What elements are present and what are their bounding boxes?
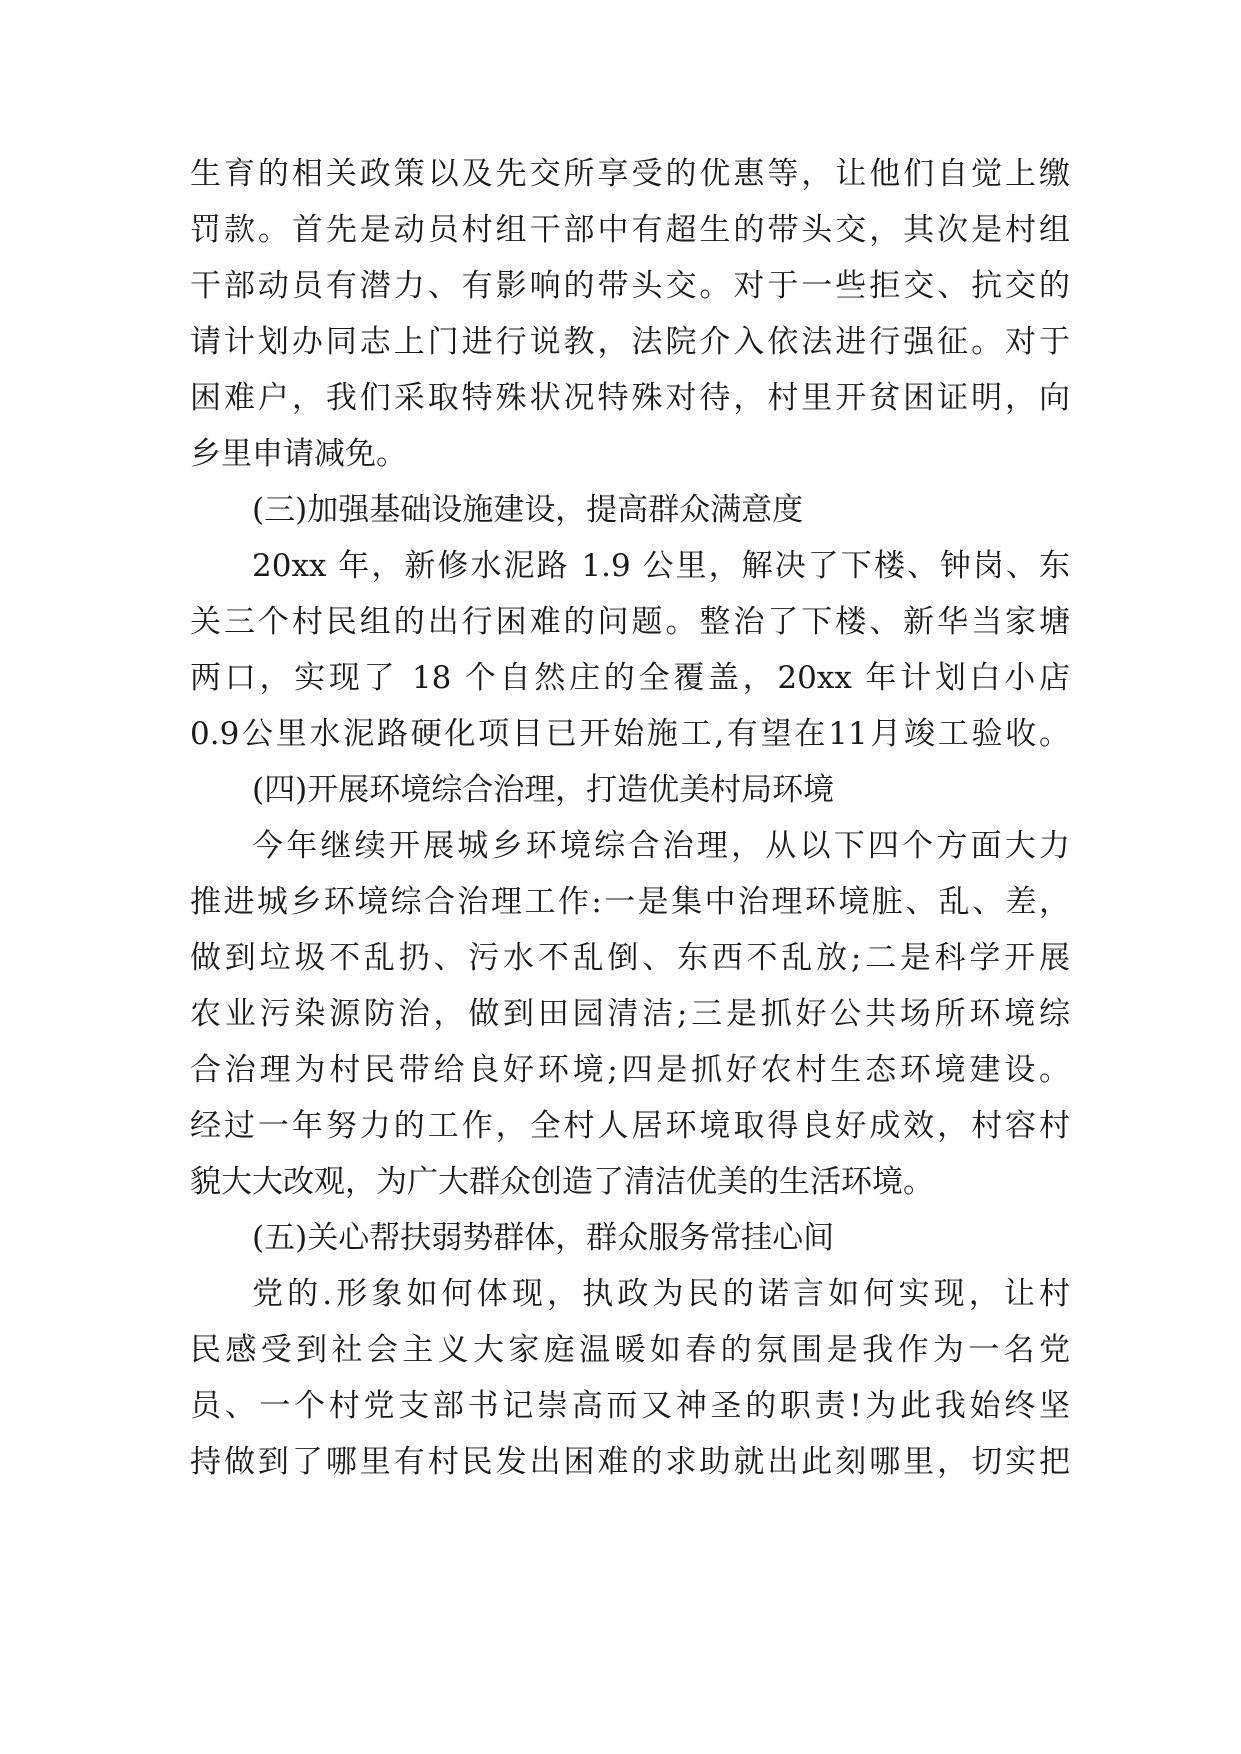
text-line: 困难户，我们采取特殊状况特殊对待，村里开贫困证明，向 (190, 380, 1070, 416)
text-line: 貌大大改观，为广大群众创造了清洁优美的生活环境。 (190, 1164, 934, 1200)
text-line: 请计划办同志上门进行说教，法院介入依法进行强征。对于 (190, 324, 1070, 360)
text-line: 乡里申请减免。 (190, 436, 407, 472)
text-line: 民感受到社会主义大家庭温暖如春的氛围是我作为一名党 (190, 1332, 1070, 1368)
text-line: 推进城乡环境综合治理工作:一是集中治理环境脏、乱、差， (190, 884, 1070, 920)
text-line: 罚款。首先是动员村组干部中有超生的带头交，其次是村组 (190, 212, 1070, 248)
text-line: 干部动员有潜力、有影响的带头交。对于一些拒交、抗交的 (190, 268, 1070, 304)
text-line: 党的.形象如何体现，执政为民的诺言如何实现，让村 (252, 1276, 1070, 1312)
section-heading-4: (四)开展环境综合治理，打造优美村局环境 (252, 772, 835, 808)
text-line: 合治理为村民带给良好环境;四是抓好农村生态环境建设。 (190, 1052, 1070, 1088)
text-line: 两口，实现了 18 个自然庄的全覆盖，20xx 年计划白小店 (190, 660, 1070, 696)
section-heading-5: (五)关心帮扶弱势群体，群众服务常挂心间 (252, 1220, 835, 1256)
section-heading-3: (三)加强基础设施建设，提高群众满意度 (252, 492, 804, 528)
text-line: 生育的相关政策以及先交所享受的优惠等，让他们自觉上缴 (190, 156, 1070, 192)
text-line: 持做到了哪里有村民发出困难的求助就出此刻哪里，切实把 (190, 1444, 1070, 1480)
text-line: 经过一年努力的工作，全村人居环境取得良好成效，村容村 (190, 1108, 1070, 1144)
text-line: 20xx 年，新修水泥路 1.9 公里，解决了下楼、钟岗、东 (252, 548, 1070, 584)
text-line: 员、一个村党支部书记崇高而又神圣的职责!为此我始终坚 (190, 1388, 1070, 1424)
text-line: 关三个村民组的出行困难的问题。整治了下楼、新华当家塘 (190, 604, 1070, 640)
text-line: 今年继续开展城乡环境综合治理，从以下四个方面大力 (252, 828, 1070, 864)
text-line: 农业污染源防治，做到田园清洁;三是抓好公共场所环境综 (190, 996, 1070, 1032)
text-line: 0.9公里水泥路硬化项目已开始施工,有望在11月竣工验收。 (190, 716, 1070, 752)
text-line: 做到垃圾不乱扔、污水不乱倒、东西不乱放;二是科学开展 (190, 940, 1070, 976)
